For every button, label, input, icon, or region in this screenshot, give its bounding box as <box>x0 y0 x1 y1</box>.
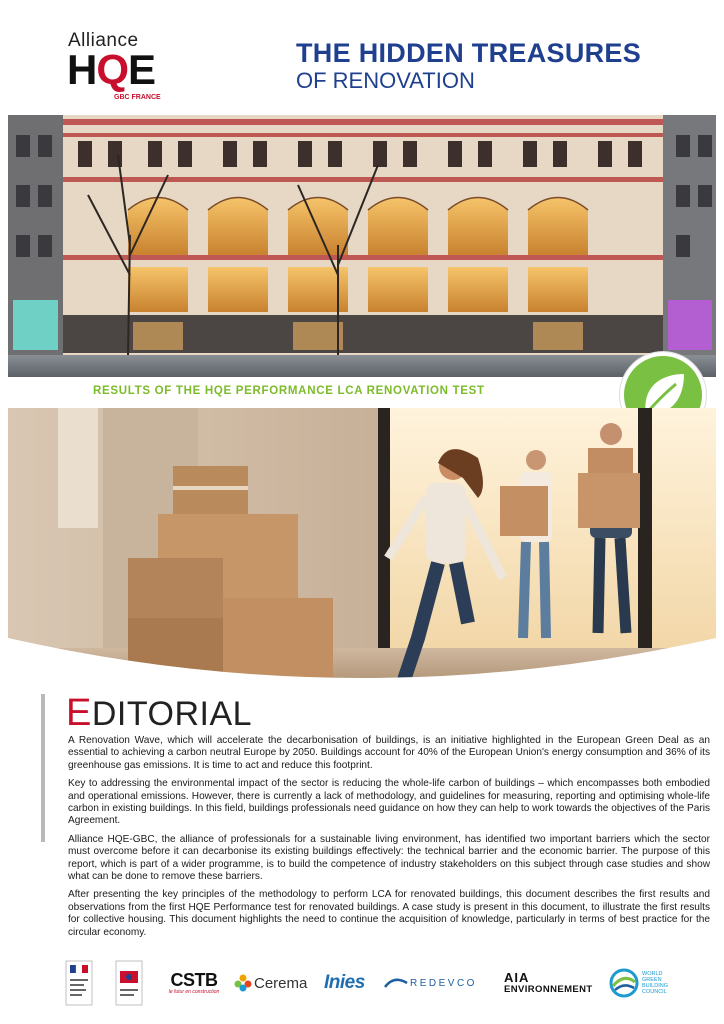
building-facade-photo <box>8 115 716 377</box>
editorial-body <box>68 735 710 945</box>
aia-environnement-logo: AIA ENVIRONNEMENT <box>504 970 593 995</box>
title-line-2: OF RENOVATION <box>296 68 475 93</box>
subtitle-band <box>8 381 716 405</box>
editorial-side-bar <box>41 694 45 842</box>
editorial-paragraph: Key to addressing the environmental impact of the sector is reducing the whole-life carbon of buildings – which encompasses both embodied and operational emissions. However, there is currently a lack of methodology, and guidelines for measuring, reporting and optimising whole-life carbon in existing buildings. In this field, buildings professionals need guidance on how they can help to work towards the objectives of the Paris Agreement. <box>68 778 710 827</box>
editorial-heading <box>66 692 252 735</box>
logo-alliance-text: Alliance <box>68 30 139 51</box>
family-moving-photo <box>8 408 716 693</box>
editorial-heading-rest: DITORIAL <box>91 695 253 733</box>
title-line-1: THE HIDDEN TREASURES <box>296 38 642 68</box>
wgbc-globe-icon <box>609 968 639 998</box>
editorial-paragraph: Alliance HQE-GBC, the alliance of professionals for a sustainable living environment, has identified two important barriers which the sector must overcome before it can decarbonise its existing buildings effectively: the technical barrier and the economic barrier. The purpose of this report, which is part of a wider programme, is to build the competence of industry stakeholders on this subject through case studies and show what can be done to remove these barriers. <box>68 833 710 883</box>
cerema-logo: Cerema <box>234 958 314 1008</box>
logo-gbc-france: GBC FRANCE <box>114 94 161 101</box>
cerema-flower-icon <box>234 974 252 992</box>
republique-francaise-logo <box>64 958 94 1008</box>
redevco-swoosh-icon <box>384 977 408 989</box>
logo-hqe-text: HQE <box>67 46 156 93</box>
redevco-logo: REDEVCO <box>384 958 494 1008</box>
subtitle-text: RESULTS OF THE HQE PERFORMANCE LCA RENOVATION TEST <box>93 385 485 397</box>
editorial-paragraph: A Renovation Wave, which will accelerate the decarbonisation of buildings, is an initiative highlighted in the European Green Deal as an essential to achieving a carbon neutral Europe by 2050. Buildings account for 40% of the European Union's energy consumption and 36% of its greenhouse gas emissions. It is time to act and reduce this footprint. <box>68 735 710 771</box>
cstb-logo: CSTB le futur en construction <box>168 970 220 995</box>
inies-logo: Inies <box>324 972 365 993</box>
ademe-logo <box>114 958 144 1008</box>
world-green-building-council-logo: WORLD GREEN BUILDING COUNCIL <box>609 958 709 1008</box>
partner-logos <box>64 958 714 1008</box>
alliance-hqe-logo <box>64 30 164 105</box>
editorial-paragraph: After presenting the key principles of the methodology to perform LCA for renovated buildings, this document describes the first results and observations from the first HQE Performance test for renovated buildings. A case study is present in this document, to illustrate the first results for collective housing. This document highlights the need to continue the acquisition of knowledge, particularly in terms of best practice for the circular economy. <box>68 889 710 938</box>
editorial-initial: E <box>66 692 92 734</box>
document-title <box>296 38 706 94</box>
